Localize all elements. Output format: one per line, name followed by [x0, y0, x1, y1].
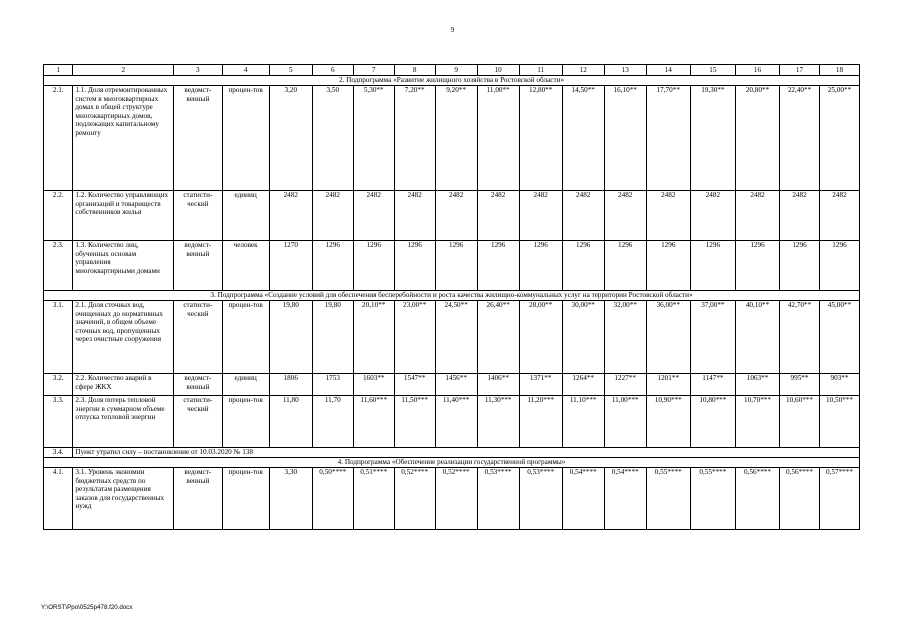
indicator-value: 1296	[646, 241, 690, 291]
column-number: 16	[735, 65, 779, 76]
table-row	[44, 374, 860, 396]
indicator-value: 2482	[735, 191, 779, 241]
indicator-value: 42,70**	[780, 301, 820, 374]
row-number: 3.4.	[44, 448, 73, 458]
column-number: 17	[780, 65, 820, 76]
indicator-value: 10,50***	[819, 396, 859, 448]
table-row	[44, 301, 860, 374]
indicator-value: 2482	[562, 191, 604, 241]
indicator-value: 14,50**	[562, 86, 604, 191]
indicator-name: 1.1. Доля отремонтированных систем в многоквартирных домах в общей структуре многоквартирных домов, подлежащих капитальному ремонту	[73, 86, 174, 191]
indicator-value: 0,55****	[690, 468, 735, 530]
column-number: 9	[435, 65, 477, 76]
row-number: 3.3.	[44, 396, 73, 448]
row-number: 4.1.	[44, 468, 73, 530]
indicator-value: 2482	[312, 191, 353, 241]
indicator-value: 0,56****	[735, 468, 779, 530]
indicator-value: 11,10***	[562, 396, 604, 448]
indicator-name: 2.3. Доля потерь тепловой энергии в суммарном объеме отпуска тепловой энергии	[73, 396, 174, 448]
indicator-type: ведомст-венный	[174, 86, 222, 191]
indicator-value: 2482	[646, 191, 690, 241]
section-row	[44, 291, 860, 301]
indicator-value: 10,60***	[780, 396, 820, 448]
indicator-value: 1603**	[353, 374, 394, 396]
column-number: 12	[562, 65, 604, 76]
indicator-name: 2.1. Доля сточных вод, очищенных до нормативных значений, в общем объеме сточных вод, пропущенных через очистные сооружения	[73, 301, 174, 374]
table-row	[44, 396, 860, 448]
indicator-value: 20,10**	[353, 301, 394, 374]
row-number: 2.2.	[44, 191, 73, 241]
indicator-value: 1406**	[477, 374, 519, 396]
indicator-value: 11,80	[269, 396, 312, 448]
section-title: 3. Подпрограмма «Создание условий для обеспечения бесперебойности и роста качества жилищно-коммунальных услуг на территории Ростовской области»	[44, 291, 860, 301]
indicator-type: статисти-ческий	[174, 396, 222, 448]
column-number: 14	[646, 65, 690, 76]
indicator-value: 11,00**	[477, 86, 519, 191]
indicator-value: 0,51****	[353, 468, 394, 530]
indicator-value: 11,60***	[353, 396, 394, 448]
indicator-value: 2482	[690, 191, 735, 241]
indicator-value: 1296	[604, 241, 646, 291]
indicator-value: 11,00***	[604, 396, 646, 448]
indicator-value: 1547**	[394, 374, 435, 396]
indicator-value: 1371**	[519, 374, 562, 396]
column-number: 7	[353, 65, 394, 76]
indicator-value: 2482	[780, 191, 820, 241]
indicator-value: 2482	[435, 191, 477, 241]
indicator-value: 995**	[780, 374, 820, 396]
indicator-value: 1296	[519, 241, 562, 291]
column-number: 10	[477, 65, 519, 76]
row-number: 2.1.	[44, 86, 73, 191]
table-row	[44, 448, 860, 458]
indicator-name: 3.1. Уровень экономии бюджетных средств по результатам размещения заказов для государственных нужд	[73, 468, 174, 530]
indicator-value: 0,54****	[562, 468, 604, 530]
page-number: 9	[450, 26, 455, 34]
column-number: 15	[690, 65, 735, 76]
indicator-unit: процен-тов	[222, 468, 269, 530]
indicator-value: 1296	[690, 241, 735, 291]
indicator-value: 2482	[269, 191, 312, 241]
indicator-value: 1296	[735, 241, 779, 291]
indicator-value: 28,00**	[519, 301, 562, 374]
column-number: 5	[269, 65, 312, 76]
indicator-value: 2482	[394, 191, 435, 241]
indicator-value: 30,00**	[562, 301, 604, 374]
indicator-value: 0,53****	[519, 468, 562, 530]
indicator-unit: процен-тов	[222, 396, 269, 448]
indicator-type: статисти-ческий	[174, 191, 222, 241]
indicator-value: 3,20	[269, 86, 312, 191]
indicator-value: 903**	[819, 374, 859, 396]
indicator-value: 12,80**	[519, 86, 562, 191]
indicator-value: 0,53****	[477, 468, 519, 530]
indicator-value: 19,80	[269, 301, 312, 374]
indicator-value: 1296	[819, 241, 859, 291]
indicator-value: 32,00**	[604, 301, 646, 374]
indicator-unit: единиц	[222, 374, 269, 396]
indicator-value: 1456**	[435, 374, 477, 396]
column-number: 13	[604, 65, 646, 76]
indicator-value: 1296	[312, 241, 353, 291]
table-row	[44, 468, 860, 530]
row-number: 3.1.	[44, 301, 73, 374]
indicator-value: 0,57****	[819, 468, 859, 530]
indicator-value: 10,90***	[646, 396, 690, 448]
indicator-value: 26,40**	[477, 301, 519, 374]
footer-file-path: Y:\ORST\Ppo\0525p478.f20.docx	[41, 604, 133, 611]
column-number: 4	[222, 65, 269, 76]
column-number: 8	[394, 65, 435, 76]
indicator-value: 1227**	[604, 374, 646, 396]
row-number: 2.3.	[44, 241, 73, 291]
row-number: 3.2.	[44, 374, 73, 396]
indicator-value: 20,80**	[735, 86, 779, 191]
indicator-value: 1296	[435, 241, 477, 291]
indicator-value: 1296	[477, 241, 519, 291]
indicator-value: 1147**	[690, 374, 735, 396]
table-row	[44, 86, 860, 191]
column-number: 2	[73, 65, 174, 76]
indicator-value: 1296	[780, 241, 820, 291]
indicator-value: 1296	[394, 241, 435, 291]
column-number: 3	[174, 65, 222, 76]
column-number-row	[44, 65, 860, 76]
indicator-unit: процен-тов	[222, 86, 269, 191]
indicators-table	[43, 64, 860, 530]
indicator-value: 19,30**	[690, 86, 735, 191]
indicator-value: 7,20**	[394, 86, 435, 191]
indicator-value: 25,00**	[819, 86, 859, 191]
indicator-value: 0,52****	[394, 468, 435, 530]
indicator-value: 5,30**	[353, 86, 394, 191]
indicator-value: 0,56****	[780, 468, 820, 530]
indicator-value: 0,55****	[646, 468, 690, 530]
indicator-unit: единиц	[222, 191, 269, 241]
indicator-value: 11,50***	[394, 396, 435, 448]
indicator-value: 11,70	[312, 396, 353, 448]
indicator-type: статисти-ческий	[174, 301, 222, 374]
indicator-type: ведомст-венный	[174, 468, 222, 530]
indicator-name: 2.2. Количество аварий в сфере ЖКХ	[73, 374, 174, 396]
indicator-value: 0,50****	[312, 468, 353, 530]
indicator-value: 1296	[353, 241, 394, 291]
indicator-value: 37,00**	[690, 301, 735, 374]
indicator-value: 1806	[269, 374, 312, 396]
indicator-value: 1063**	[735, 374, 779, 396]
indicator-value: 9,20**	[435, 86, 477, 191]
column-number: 1	[44, 65, 73, 76]
indicator-value: 2482	[519, 191, 562, 241]
column-number: 11	[519, 65, 562, 76]
indicator-name: 1.2. Количество управляющих организаций и товариществ собственников жилья	[73, 191, 174, 241]
indicator-type: ведомст-венный	[174, 241, 222, 291]
indicator-value: 10,80***	[690, 396, 735, 448]
indicator-value: 36,00**	[646, 301, 690, 374]
indicator-value: 1264**	[562, 374, 604, 396]
section-title: 2. Подпрограмма «Развитие жилищного хозяйства в Ростовской области»	[44, 76, 860, 86]
indicator-value: 0,54****	[604, 468, 646, 530]
indicator-value: 23,00**	[394, 301, 435, 374]
indicator-unit: процен-тов	[222, 301, 269, 374]
indicator-value: 2482	[819, 191, 859, 241]
indicator-value: 17,70**	[646, 86, 690, 191]
repealed-note: Пункт утратил силу – постановление от 10.03.2020 № 138	[73, 448, 860, 458]
column-number: 6	[312, 65, 353, 76]
indicator-value: 16,10**	[604, 86, 646, 191]
indicator-value: 22,40**	[780, 86, 820, 191]
indicator-unit: человек	[222, 241, 269, 291]
indicator-type: ведомст-венный	[174, 374, 222, 396]
indicator-value: 2482	[353, 191, 394, 241]
indicator-name: 1.3. Количество лиц, обученных основам управления многоквартирными домами	[73, 241, 174, 291]
section-row	[44, 458, 860, 468]
indicator-value: 2482	[477, 191, 519, 241]
indicator-value: 1201**	[646, 374, 690, 396]
indicator-value: 11,30***	[477, 396, 519, 448]
indicator-value: 1296	[562, 241, 604, 291]
column-number: 18	[819, 65, 859, 76]
indicator-value: 24,50**	[435, 301, 477, 374]
indicator-value: 2482	[604, 191, 646, 241]
indicator-value: 1753	[312, 374, 353, 396]
indicator-value: 3,30	[269, 468, 312, 530]
indicator-value: 45,00**	[819, 301, 859, 374]
indicator-value: 1270	[269, 241, 312, 291]
indicator-value: 19,80	[312, 301, 353, 374]
indicator-value: 11,20***	[519, 396, 562, 448]
indicator-value: 40,10**	[735, 301, 779, 374]
indicator-value: 10,70***	[735, 396, 779, 448]
section-title: 4. Подпрограмма «Обеспечение реализации государственной программы»	[44, 458, 860, 468]
indicator-value: 3,50	[312, 86, 353, 191]
indicator-value: 0,52****	[435, 468, 477, 530]
section-row	[44, 76, 860, 86]
table-row	[44, 191, 860, 241]
table-row	[44, 241, 860, 291]
indicator-value: 11,40***	[435, 396, 477, 448]
